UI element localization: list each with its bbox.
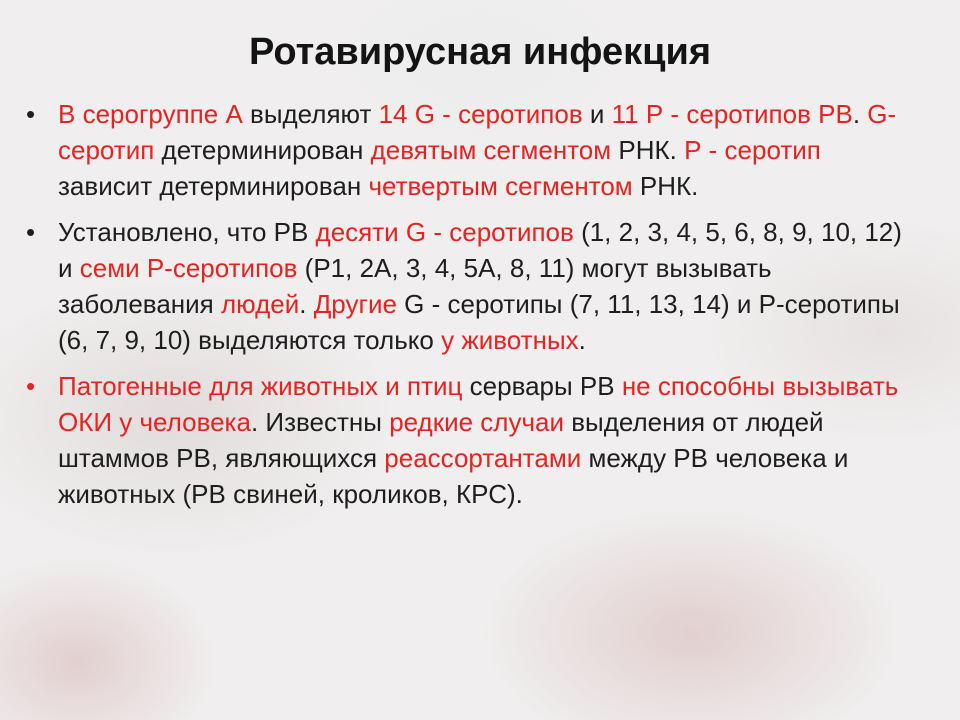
text-segment: (Р1, 2А, 3, 4, 5А, 8, 11) могут вызывать заболевания [58,253,772,319]
text-segment: . Известны [250,407,390,437]
slide-title: Ротавирусная инфекция [248,31,712,73]
bullet-text [58,371,898,509]
text-segment: у животных [441,325,579,355]
bullet-marker-icon: • [26,371,36,401]
text-segment: . [852,99,868,129]
text-segment: В серогруппе А [58,99,243,129]
text-segment: РНК. [632,171,699,201]
text-segment: Другие [313,289,397,319]
bullet-item [24,214,904,358]
bullet-marker-icon: • [26,99,36,129]
bullet-text [58,99,896,201]
text-segment: сервары РВ [462,371,622,401]
text-segment: девятым сегментом [370,135,612,165]
text-segment: 11 Р - серотипов РВ [611,99,853,129]
text-segment: выделяют [242,99,379,129]
bullet-marker-icon: • [26,217,36,247]
text-segment: . [578,325,586,355]
text-segment: детерминирован [154,135,371,165]
bullet-list [24,96,904,522]
text-segment: четвертым сегментом [368,171,633,201]
text-segment: выделения от людей штаммов РВ, являющихся [58,407,824,473]
text-segment: и [582,99,612,129]
text-segment: (1, 2, 3, 4, 5, 6, 8, 9, 10, 12) и [58,217,902,283]
text-segment: людей [220,289,300,319]
text-segment: редкие случаи [389,407,564,437]
text-segment: семи Р-серотипов [79,253,298,283]
text-segment: Р - серотип [684,135,821,165]
text-segment: G-серотип [58,99,897,165]
text-segment: десяти G - серотипов [315,217,574,247]
text-segment: Патогенные для животных и птиц [58,371,463,401]
text-segment: не способны вызывать ОКИ у человека [58,371,899,437]
text-segment: 14 G - серотипов [378,99,583,129]
text-segment: реассортантами [384,443,582,473]
bullet-item [24,96,904,204]
text-segment: Установлено, что РВ [58,217,316,247]
text-segment: G - серотипы (7, 11, 13, 14) и Р-серотипы (6, 7, 9, 10) выделяются только [58,289,900,355]
bullet-text [58,217,902,355]
text-segment: РНК. [611,135,685,165]
bullet-item [24,368,904,512]
text-segment: между РВ человека и животных (РВ свиней, кроликов, КРС). [58,443,849,509]
text-segment: . [299,289,314,319]
text-segment: зависит детерминирован [58,171,369,201]
